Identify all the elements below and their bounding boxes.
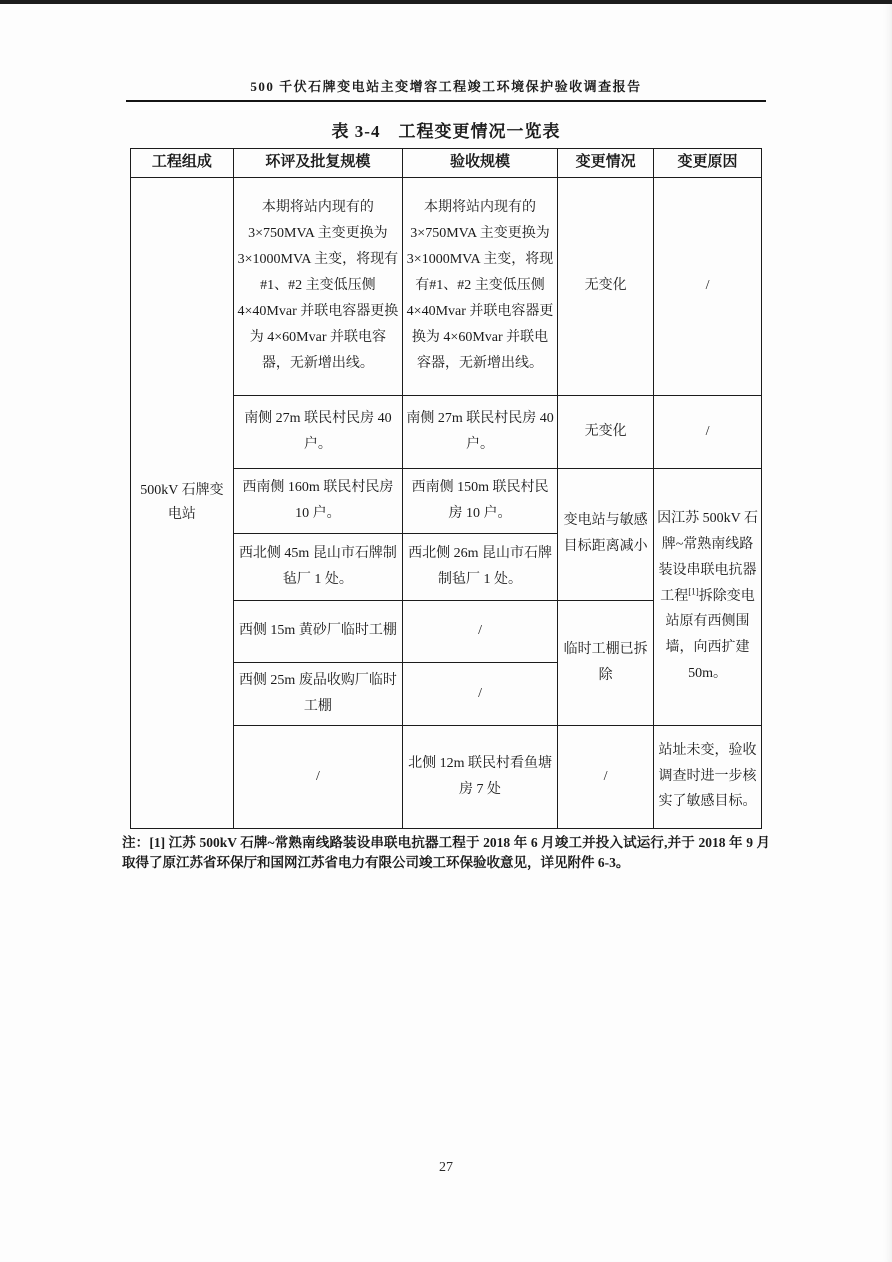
col-header-project-component: 工程组成 [131,149,234,178]
page-number: 27 [439,1160,453,1175]
header-rule [126,100,766,102]
cell-reason-row1: / [654,177,762,395]
table-footnote: 注：[1] 江苏 500kV 石牌~常熟南线路装设串联电抗器工程于 2018 年 6 月竣工并投入试运行,并于 2018 年 9 月取得了原江苏省环保厅和国网江苏省电力有限公司竣工环保验收意见，详见附件 6-3。 [122,834,770,871]
cell-reason-row7: 站址未变，验收调查时进一步核实了敏感目标。 [654,725,762,828]
cell-status-row7: / [558,725,654,828]
cell-eia-row1: 本期将站内现有的 3×750MVA 主变更换为 3×1000MVA 主变，将现有#1、#2 主变低压侧 4×40Mvar 并联电容器更换为 4×60Mvar 并联电容器，无新增出线。 [233,177,402,395]
cell-status-rows3-4: 变电站与敏感目标距离减小 [558,468,654,600]
col-header-change-reason: 变更原因 [654,149,762,178]
cell-acceptance-row5: / [402,600,557,662]
col-header-eia-scale: 环评及批复规模 [233,149,402,178]
running-title: 500 千伏石牌变电站主变增容工程竣工环境保护验收调查报告 [250,79,642,94]
cell-status-row1: 无变化 [558,177,654,395]
page-content [122,117,770,874]
cell-acceptance-row6: / [402,662,557,725]
cell-acceptance-row2: 南侧 27m 联民村民房 40 户。 [402,395,557,468]
cell-acceptance-row7: 北侧 12m 联民村看鱼塘房 7 处 [402,725,557,828]
project-change-table [130,148,762,829]
col-header-change-status: 变更情况 [558,149,654,178]
cell-acceptance-row3: 西南侧 150m 联民村民房 10 户。 [402,468,557,533]
table-row [131,177,762,395]
cell-acceptance-row4: 西北侧 26m 昆山市石牌制毡厂 1 处。 [402,533,557,600]
table-title: 表 3-4 工程变更情况一览表 [331,122,561,141]
cell-eia-row4: 西北侧 45m 昆山市石牌制毡厂 1 处。 [233,533,402,600]
cell-reason-rows3-6 [654,468,762,725]
table-header-row [131,149,762,178]
cell-eia-row7: / [233,725,402,828]
cell-status-row2: 无变化 [558,395,654,468]
scan-edge-artifact [0,0,892,4]
reason-text-part2: 拆除变电站原有西侧围墙，向西扩建 50m。 [665,588,755,682]
cell-eia-row2: 南侧 27m 联民村民房 40 户。 [233,395,402,468]
cell-reason-row2: / [654,395,762,468]
footnote-ref-marker: [1] [688,585,699,596]
reason-text-part1: 因江苏 500kV 石牌~常熟南线路装设串联电抗器工程 [657,510,758,604]
cell-status-rows5-6: 临时工棚已拆除 [558,600,654,725]
cell-eia-row5: 西侧 15m 黄砂厂临时工棚 [233,600,402,662]
cell-acceptance-row1: 本期将站内现有的 3×750MVA 主变更换为 3×1000MVA 主变，将现有#1、#2 主变低压侧 4×40Mvar 并联电容器更换为 4×60Mvar 并联电容器，无新增出线。 [402,177,557,395]
cell-project-component: 500kV 石牌变电站 [131,177,234,828]
cell-eia-row3: 西南侧 160m 联民村民房 10 户。 [233,468,402,533]
page-header [126,0,766,102]
cell-eia-row6: 西侧 25m 废品收购厂临时工棚 [233,662,402,725]
col-header-acceptance-scale: 验收规模 [402,149,557,178]
